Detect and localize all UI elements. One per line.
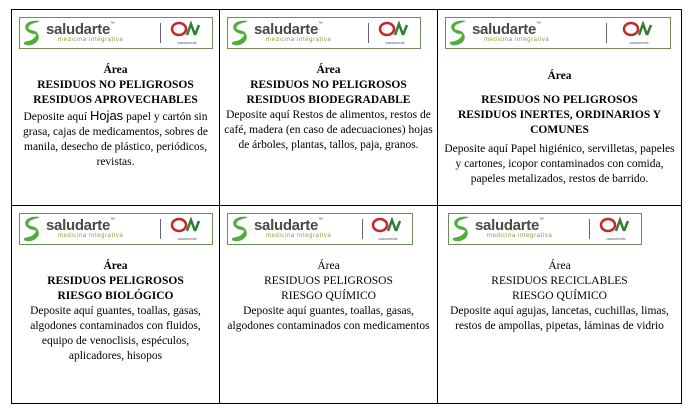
card-title: RESIDUOS NO PELIGROSOS — [37, 79, 194, 91]
card-title: RESIDUOS PELIGROSOS — [264, 275, 393, 287]
leaf-swirl-icon — [228, 214, 252, 244]
oasomedic-logo: oasomedic — [378, 19, 412, 47]
saludarte-logo — [227, 213, 413, 245]
card-title: RESIDUOS PELIGROSOS — [47, 275, 184, 287]
area-label: Área — [316, 64, 341, 76]
leaf-swirl-icon — [20, 214, 44, 244]
brand-tagline: medicina integrativa — [58, 37, 124, 43]
saludarte-logo — [19, 17, 213, 49]
card-biodegradable — [220, 10, 438, 206]
brand-name: saludarte™ — [254, 217, 323, 234]
card-aprovechables — [12, 10, 220, 206]
brand-tagline: medicina integrativa — [487, 233, 553, 239]
brand-name: saludarte™ — [254, 21, 323, 38]
saludarte-logo — [227, 17, 421, 49]
card-description: Deposite aquí Papel higiénico, servilletas, papeles y cartones, icopor contaminados con comida, papeles metalizados, restos de barrido. — [444, 143, 675, 185]
oasomedic-logo: oasomedic — [170, 215, 204, 243]
oasomedic-logo: oasomedic — [371, 215, 405, 243]
brand-tagline: medicina integrativa — [484, 37, 550, 43]
card-subtitle: RESIDUOS APROVECHABLES — [33, 94, 198, 106]
brand-name: saludarte™ — [475, 217, 544, 234]
card-description: Deposite aquí guantes, toallas, gasas, algodones contaminados con fluidos, equipo de venoclisis, espéculos, aplicadores, hisopos — [30, 305, 201, 362]
area-label: Área — [103, 260, 128, 272]
leaf-swirl-icon — [20, 18, 44, 48]
oasomedic-logo: oasomedic — [170, 19, 204, 47]
waste-sign-grid — [11, 9, 682, 404]
card-description: Deposite aquí agujas, lancetas, cuchillas, limas, restos de ampollas, pipetas, láminas de vidrio — [450, 305, 669, 332]
area-label: Área — [548, 260, 571, 272]
oasomedic-logo: oasomedic — [599, 215, 633, 243]
logo-divider — [368, 23, 369, 43]
card-subtitle: RIESGO QUÍMICO — [281, 290, 376, 302]
logo-divider — [160, 23, 161, 43]
saludarte-logo — [448, 213, 642, 245]
logo-divider — [160, 219, 161, 239]
card-inertes — [438, 10, 682, 206]
area-label: Área — [547, 70, 572, 82]
logo-divider — [589, 219, 590, 239]
leaf-swirl-icon — [228, 18, 252, 48]
card-quimico — [220, 206, 438, 404]
card-subtitle: RESIDUOS INERTES, ORDINARIOS Y COMUNES — [457, 109, 662, 136]
brand-name: saludarte™ — [46, 217, 115, 234]
saludarte-logo — [445, 17, 671, 49]
card-description: Deposite aquí Hojas papel y cartón sin grasa, cajas de medicamentos, sobres de manila, desecho de plástico, periódicos, revistas. — [23, 108, 208, 168]
card-biologico — [12, 206, 220, 404]
card-title: RESIDUOS NO PELIGROSOS — [250, 79, 407, 91]
card-title: RESIDUOS RECICLABLES — [491, 275, 628, 287]
brand-tagline: medicina integrativa — [266, 233, 332, 239]
logo-divider — [606, 23, 607, 43]
card-subtitle: RESIDUOS BIODEGRADABLE — [246, 94, 411, 106]
card-subtitle: RIESGO QUÍMICO — [512, 290, 607, 302]
area-label: Área — [317, 260, 340, 272]
brand-name: saludarte™ — [46, 21, 115, 38]
brand-name: saludarte™ — [472, 21, 541, 38]
logo-divider — [362, 219, 363, 239]
card-subtitle: RIESGO BIOLÓGICO — [57, 290, 174, 302]
leaf-swirl-icon — [446, 18, 470, 48]
card-description: Deposite aquí guantes, toallas, gasas, algodones contaminados con medicamentos — [227, 305, 430, 332]
oasomedic-logo: oasomedic — [622, 19, 656, 47]
brand-tagline: medicina integrativa — [266, 37, 332, 43]
brand-tagline: medicina integrativa — [58, 233, 124, 239]
card-title: RESIDUOS NO PELIGROSOS — [481, 94, 638, 106]
card-reciclables — [438, 206, 682, 404]
card-description: Deposite aquí Restos de alimentos, restos de café, madera (en caso de adecuaciones) hojas de árboles, plantas, tallos, paja, granos. — [224, 109, 433, 151]
leaf-swirl-icon — [449, 214, 473, 244]
saludarte-logo — [19, 213, 213, 245]
area-label: Área — [103, 64, 128, 76]
